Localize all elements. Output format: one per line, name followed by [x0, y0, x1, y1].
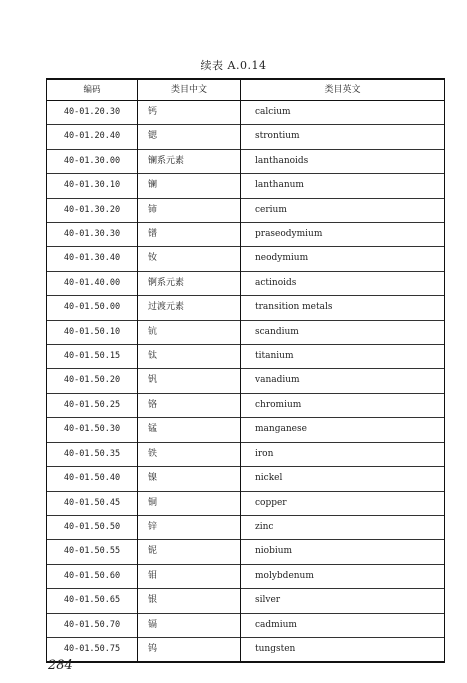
cell-code: 40-01.30.00 — [47, 149, 138, 173]
cell-code: 40-01.20.40 — [47, 125, 138, 149]
header-chinese-name: 类目中文 — [138, 79, 241, 101]
cell-chinese-name: 镧 — [138, 174, 241, 198]
table-row — [47, 149, 445, 173]
table-row — [47, 393, 445, 417]
cell-chinese-name: 锶 — [138, 125, 241, 149]
cell-code: 40-01.50.25 — [47, 393, 138, 417]
cell-code: 40-01.50.50 — [47, 515, 138, 539]
cell-code: 40-01.50.55 — [47, 540, 138, 564]
cell-english-name: silver — [241, 589, 445, 613]
cell-code: 40-01.40.00 — [47, 271, 138, 295]
cell-english-name: strontium — [241, 125, 445, 149]
cell-code: 40-01.50.40 — [47, 467, 138, 491]
table-row — [47, 247, 445, 271]
table-row — [47, 320, 445, 344]
cell-code: 40-01.50.75 — [47, 637, 138, 662]
table-row — [47, 467, 445, 491]
cell-code: 40-01.50.35 — [47, 442, 138, 466]
cell-code: 40-01.50.70 — [47, 613, 138, 637]
classification-table — [46, 78, 445, 663]
cell-code: 40-01.30.10 — [47, 174, 138, 198]
cell-english-name: scandium — [241, 320, 445, 344]
cell-code: 40-01.30.20 — [47, 198, 138, 222]
cell-english-name: zinc — [241, 515, 445, 539]
cell-chinese-name: 锌 — [138, 515, 241, 539]
cell-english-name: neodymium — [241, 247, 445, 271]
table-row — [47, 271, 445, 295]
table-row — [47, 491, 445, 515]
cell-chinese-name: 锰 — [138, 418, 241, 442]
cell-chinese-name: 钨 — [138, 637, 241, 662]
cell-english-name: niobium — [241, 540, 445, 564]
table-caption: 续表 A.0.14 — [200, 59, 267, 72]
table-row — [47, 125, 445, 149]
cell-english-name: cadmium — [241, 613, 445, 637]
cell-code: 40-01.50.45 — [47, 491, 138, 515]
cell-english-name: actinoids — [241, 271, 445, 295]
table-row — [47, 296, 445, 320]
cell-code: 40-01.50.60 — [47, 564, 138, 588]
table-row — [47, 418, 445, 442]
header-code: 编码 — [47, 79, 138, 101]
table-row — [47, 223, 445, 247]
cell-chinese-name: 钪 — [138, 320, 241, 344]
cell-code: 40-01.50.15 — [47, 345, 138, 369]
cell-english-name: lanthanoids — [241, 149, 445, 173]
cell-chinese-name: 银 — [138, 589, 241, 613]
table-row — [47, 369, 445, 393]
table-row — [47, 564, 445, 588]
cell-code: 40-01.50.20 — [47, 369, 138, 393]
cell-chinese-name: 镉 — [138, 613, 241, 637]
cell-code: 40-01.50.65 — [47, 589, 138, 613]
table-header-row — [47, 79, 445, 101]
cell-english-name: cerium — [241, 198, 445, 222]
table-row — [47, 515, 445, 539]
table-row — [47, 101, 445, 125]
page-number: 284 — [48, 658, 73, 673]
cell-chinese-name: 钛 — [138, 345, 241, 369]
cell-english-name: vanadium — [241, 369, 445, 393]
cell-chinese-name: 钼 — [138, 564, 241, 588]
cell-english-name: titanium — [241, 345, 445, 369]
cell-english-name: calcium — [241, 101, 445, 125]
cell-english-name: iron — [241, 442, 445, 466]
cell-code: 40-01.30.40 — [47, 247, 138, 271]
cell-chinese-name: 锕系元素 — [138, 271, 241, 295]
table-row — [47, 589, 445, 613]
cell-chinese-name: 铌 — [138, 540, 241, 564]
cell-english-name: lanthanum — [241, 174, 445, 198]
cell-chinese-name: 铜 — [138, 491, 241, 515]
cell-english-name: copper — [241, 491, 445, 515]
cell-chinese-name: 钒 — [138, 369, 241, 393]
cell-english-name: transition metals — [241, 296, 445, 320]
cell-english-name: manganese — [241, 418, 445, 442]
cell-chinese-name: 铁 — [138, 442, 241, 466]
table-row — [47, 637, 445, 662]
cell-code: 40-01.50.00 — [47, 296, 138, 320]
table-row — [47, 345, 445, 369]
cell-code: 40-01.20.30 — [47, 101, 138, 125]
cell-code: 40-01.30.30 — [47, 223, 138, 247]
table-row — [47, 174, 445, 198]
cell-chinese-name: 铬 — [138, 393, 241, 417]
cell-code: 40-01.50.30 — [47, 418, 138, 442]
table-body — [47, 101, 445, 663]
table-row — [47, 613, 445, 637]
cell-chinese-name: 铈 — [138, 198, 241, 222]
cell-chinese-name: 钙 — [138, 101, 241, 125]
header-english-name: 类目英文 — [241, 79, 445, 101]
cell-chinese-name: 钕 — [138, 247, 241, 271]
cell-english-name: praseodymium — [241, 223, 445, 247]
cell-chinese-name: 镨 — [138, 223, 241, 247]
cell-english-name: nickel — [241, 467, 445, 491]
cell-english-name: molybdenum — [241, 564, 445, 588]
cell-chinese-name: 镧系元素 — [138, 149, 241, 173]
cell-code: 40-01.50.10 — [47, 320, 138, 344]
table-row — [47, 540, 445, 564]
cell-chinese-name: 镍 — [138, 467, 241, 491]
cell-english-name: tungsten — [241, 637, 445, 662]
cell-chinese-name: 过渡元素 — [138, 296, 241, 320]
cell-english-name: chromium — [241, 393, 445, 417]
table-row — [47, 198, 445, 222]
table-row — [47, 442, 445, 466]
